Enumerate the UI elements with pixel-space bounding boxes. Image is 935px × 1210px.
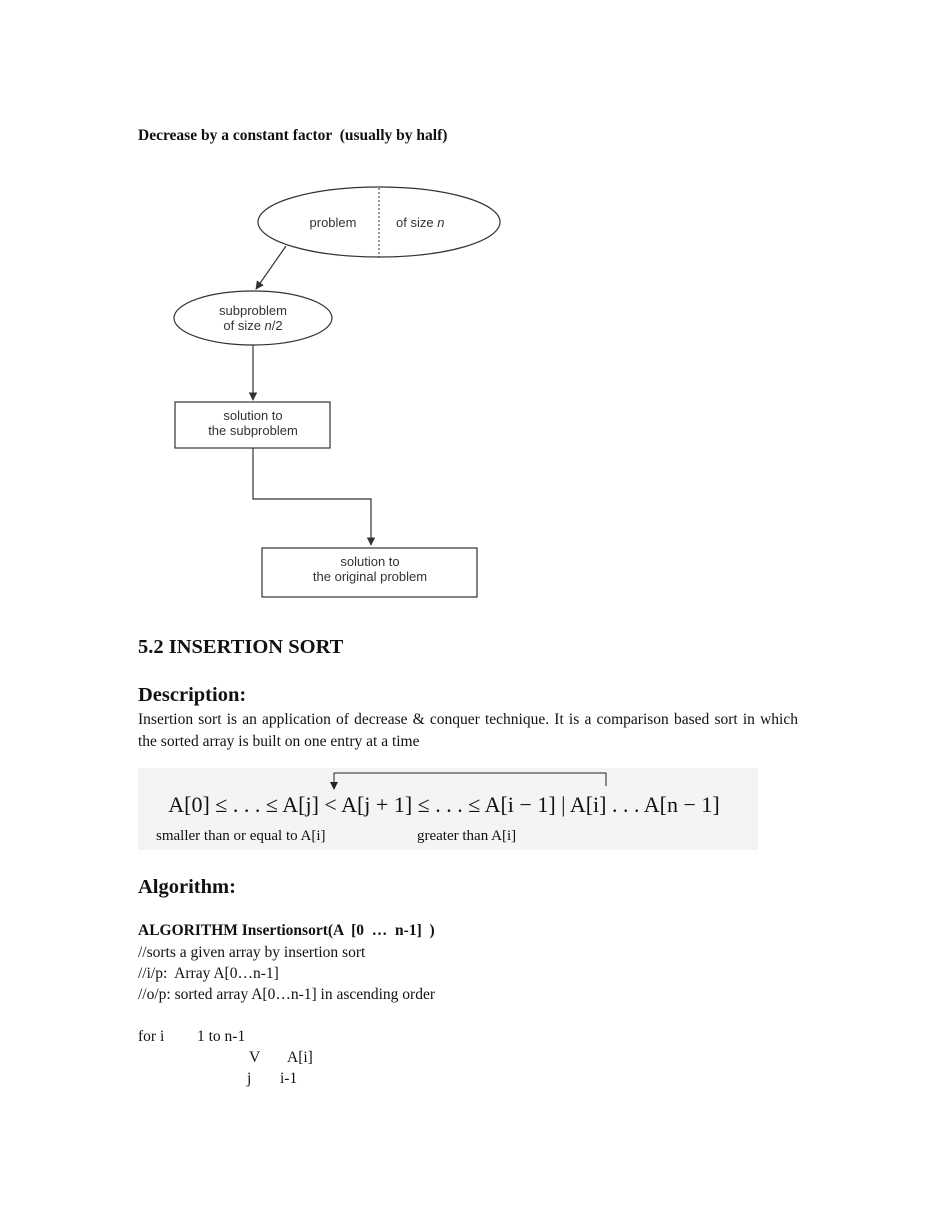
label-greater: greater than A[i] bbox=[417, 828, 517, 844]
comment-line-2: //i/p: Array A[0…n-1] bbox=[138, 965, 279, 982]
insertion-invariant-figure bbox=[138, 768, 758, 850]
label-smaller: smaller than or equal to A[i] bbox=[156, 828, 326, 844]
solution-subproblem-box bbox=[175, 402, 330, 448]
subproblem-label-line2: of size n/2 bbox=[223, 318, 283, 333]
solution-original-box bbox=[262, 548, 477, 597]
problem-label: problem bbox=[309, 215, 357, 230]
description-text: Insertion sort is an application of decrease & conquer technique. It is a comparison based sort in which the sorted array is built on one entry at a time bbox=[138, 711, 798, 750]
description-title: Description: bbox=[138, 684, 247, 706]
code-for-range: 1 to n-1 bbox=[197, 1028, 246, 1045]
subproblem-ellipse bbox=[174, 291, 332, 345]
arrow-to-solution-original bbox=[253, 448, 371, 545]
svg-text:solution to: solution to bbox=[340, 554, 400, 569]
code-val-i-minus-1: i-1 bbox=[280, 1070, 298, 1087]
code-var-v: V bbox=[249, 1049, 261, 1066]
svg-text:solution to: solution to bbox=[223, 408, 283, 423]
svg-text:the subproblem: the subproblem bbox=[208, 423, 298, 438]
problem-size-label: of size n bbox=[396, 215, 445, 230]
code-val-ai: A[i] bbox=[287, 1049, 313, 1066]
invariant-expression: A[0] ≤ . . . ≤ A[j] < A[j + 1] ≤ . . . ≤ A[i − 1] | A[i] . . . A[n − 1] bbox=[168, 792, 720, 817]
subproblem-label-line1: subproblem bbox=[219, 303, 287, 318]
arrow-to-subproblem bbox=[256, 246, 286, 289]
code-var-j: j bbox=[247, 1070, 252, 1087]
problem-ellipse bbox=[258, 187, 500, 257]
page-heading: Decrease by a constant factor (usually by half) bbox=[138, 127, 448, 144]
svg-text:the original problem: the original problem bbox=[312, 569, 428, 584]
comment-line-1: //sorts a given array by insertion sort bbox=[138, 944, 366, 961]
algorithm-header: ALGORITHM Insertionsort(A [0 … n-1] ) bbox=[138, 922, 435, 939]
algorithm-title: Algorithm: bbox=[138, 876, 236, 898]
section-title: 5.2 INSERTION SORT bbox=[138, 636, 344, 658]
comment-line-3: //o/p: sorted array A[0…n-1] in ascending order bbox=[138, 986, 435, 1003]
code-for-keyword: for i bbox=[138, 1028, 165, 1045]
